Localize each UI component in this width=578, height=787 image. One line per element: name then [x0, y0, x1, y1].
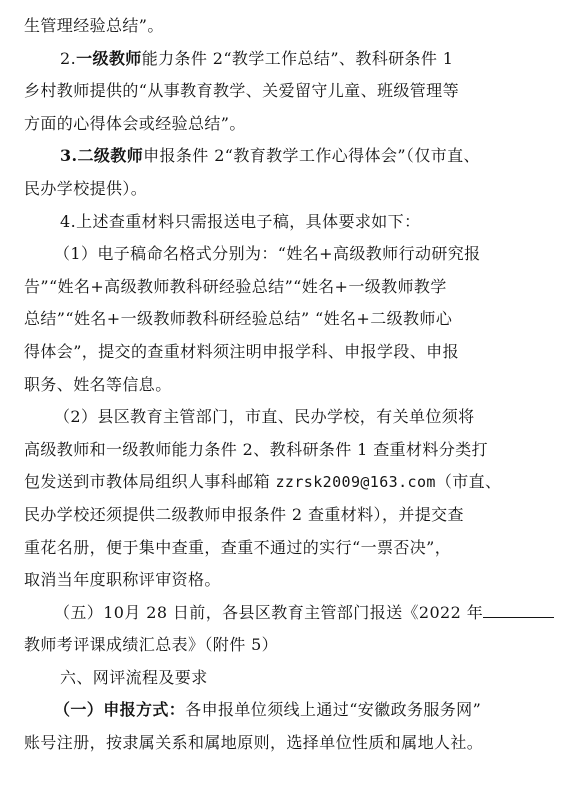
text-run: 总结”“姓名+一级教师教科研经验总结” “姓名+二级教师心 [24, 309, 453, 329]
text-line [24, 43, 554, 76]
text-line [24, 173, 554, 206]
text-run: 民办学校还须提供二级教师申报条件 2 查重材料），并提交查 [24, 504, 464, 524]
text-run: 包发送到市教体局组织人事科邮箱 [24, 472, 276, 492]
text-run: 告”“姓名+高级教师教科研经验总结”“姓名+一级教师教学 [24, 276, 447, 296]
text-run: 方面的心得体会或经验总结”。 [24, 113, 246, 133]
text-run: 取消当年度职称评审资格。 [24, 570, 221, 590]
text-run: 高级教师和一级教师能力条件 2、教科研条件 1 查重材料分类打 [24, 439, 489, 459]
text-run: 各申报单位须线上通过“安徽政务服务网” [185, 700, 482, 720]
text-run: （2）县区教育主管部门，市直、民办学校，有关单位须将 [54, 407, 475, 427]
text-line [24, 303, 554, 336]
text-run: 乡村教师提供的“从事教育教学、关爱留守儿童、班级管理等 [24, 81, 459, 101]
bold-term: 3.二级教师 [60, 146, 144, 166]
text-line [24, 75, 554, 108]
text-line [24, 694, 554, 727]
text-line [24, 597, 554, 630]
text-run: 能力条件 2“教学工作总结”、教科研条件 1 [141, 48, 454, 68]
text-line [24, 271, 554, 304]
text-run: （市直、 [435, 472, 502, 492]
text-line [24, 499, 554, 532]
text-run: 账号注册，按隶属关系和属地原则，选择单位性质和属地人社。 [24, 733, 484, 753]
text-run: 六、网评流程及要求 [60, 667, 208, 687]
section-heading [24, 662, 554, 695]
bold-term: 一级教师 [76, 48, 142, 68]
text-run: （五）10月 28 日前，各县区教育主管部门报送《2022 年 [54, 602, 484, 622]
text-line [24, 727, 554, 760]
text-run: 民办学校提供）。 [24, 178, 148, 198]
text-line [24, 336, 554, 369]
text-line [24, 401, 554, 434]
text-line [24, 434, 554, 467]
text-run: 申报条件 2“教育教学工作心得体会”（仅市直、 [143, 146, 480, 166]
text-line [24, 206, 554, 239]
text-line [24, 140, 554, 173]
email-address: zzrsk2009@163.com [275, 473, 436, 492]
text-run: 得体会”，提交的查重材料须注明申报学科、申报学段、申报 [24, 341, 459, 361]
fill-in-blank [483, 603, 554, 618]
text-run: 职务、姓名等信息。 [24, 374, 172, 394]
text-run: 教师考评课成绩汇总表》（附件 5） [24, 635, 279, 655]
bold-term: （一）申报方式： [54, 700, 186, 720]
text-run: 4.上述查重材料只需报送电子稿，具体要求如下： [60, 211, 421, 231]
text-line [24, 108, 554, 141]
text-line [24, 466, 554, 499]
text-line [24, 10, 554, 43]
text-line [24, 532, 554, 565]
text-run: 重花名册，便于集中查重，查重不通过的实行“一票否决”， [24, 537, 452, 557]
text-run: 2. [60, 48, 77, 68]
text-run: 生管理经验总结”。 [24, 16, 164, 35]
text-line [24, 369, 554, 402]
text-line [24, 238, 554, 271]
text-line [24, 629, 554, 662]
text-run: （1）电子稿命名格式分别为：“姓名+高级教师行动研究报 [54, 244, 481, 264]
text-line [24, 564, 554, 597]
